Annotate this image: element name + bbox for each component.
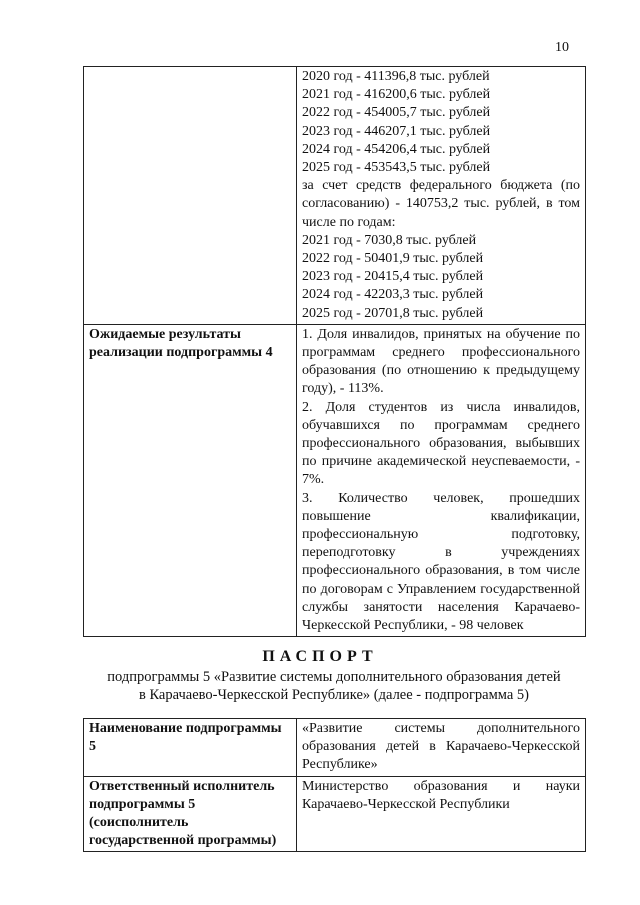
table-row	[84, 776, 586, 852]
federal-line: 2024 год - 42203,3 тыс. рублей	[302, 287, 484, 303]
passport-subtitle	[83, 668, 585, 704]
result-item: 3. Количество человек, прошедших повышение квалификации, профессиональную подготовку, переподготовку в учреждениях профессионального образования, в том числе по договорам с Управлением государственной службы занятости населения Карачаево-Черкесской Республики, - 98 человек	[302, 490, 580, 634]
table-row	[84, 67, 586, 325]
responsible-executor-value: Министерство образования и науки Карачаево-Черкесской Республики	[297, 776, 586, 852]
funding-line: 2024 год - 454206,4 тыс. рублей	[302, 141, 491, 157]
passport-subtitle-line: подпрограммы 5 «Развитие системы дополнительного образования детей	[107, 669, 561, 685]
responsible-executor-label: Ответственный исполнитель подпрограммы 5 (соисполнитель государственной программы)	[84, 776, 297, 852]
federal-budget-text: за счет средств федерального бюджета (по согласованию) - 140753,2 тыс. рублей, в том числе по годам:	[302, 178, 580, 230]
passport-title: ПАСПОРТ	[262, 648, 378, 665]
table-row	[84, 324, 586, 636]
subprogram-name-value: «Развитие системы дополнительного образования детей в Карачаево-Черкесской Республике»	[297, 719, 586, 777]
empty-label-cell	[84, 67, 297, 325]
result-item: 1. Доля инвалидов, принятых на обучение по программам среднего профессионального образования (по отношению к предыдущему году), - 113%.	[302, 326, 580, 397]
federal-line: 2021 год - 7030,8 тыс. рублей	[302, 232, 477, 248]
subprogram-name-label: Наименование подпрограммы 5	[84, 719, 297, 777]
passport-subtitle-line: в Карачаево-Черкесской Республике» (далее - подпрограмма 5)	[138, 687, 530, 703]
expected-results-cell	[297, 324, 586, 636]
funding-results-table	[83, 66, 586, 637]
funding-line: 2020 год - 411396,8 тыс. рублей	[302, 69, 490, 84]
funding-cell	[297, 67, 586, 325]
federal-line: 2025 год - 20701,8 тыс. рублей	[302, 305, 484, 321]
funding-line: 2025 год - 453543,5 тыс. рублей	[302, 160, 491, 176]
passport-table	[83, 718, 586, 852]
federal-line: 2022 год - 50401,9 тыс. рублей	[302, 251, 484, 267]
table-row	[84, 719, 586, 777]
result-item: 2. Доля студентов из числа инвалидов, обучавшихся по программам среднего профессионального образования, выбывших по причине академической неуспеваемости, - 7%.	[302, 399, 580, 488]
page-number: 10	[555, 40, 569, 55]
funding-line: 2021 год - 416200,6 тыс. рублей	[302, 87, 491, 103]
funding-line: 2022 год - 454005,7 тыс. рублей	[302, 105, 491, 121]
federal-line: 2023 год - 20415,4 тыс. рублей	[302, 269, 484, 285]
funding-line: 2023 год - 446207,1 тыс. рублей	[302, 123, 491, 139]
expected-results-label: Ожидаемые результаты реализации подпрограммы 4	[84, 324, 297, 636]
